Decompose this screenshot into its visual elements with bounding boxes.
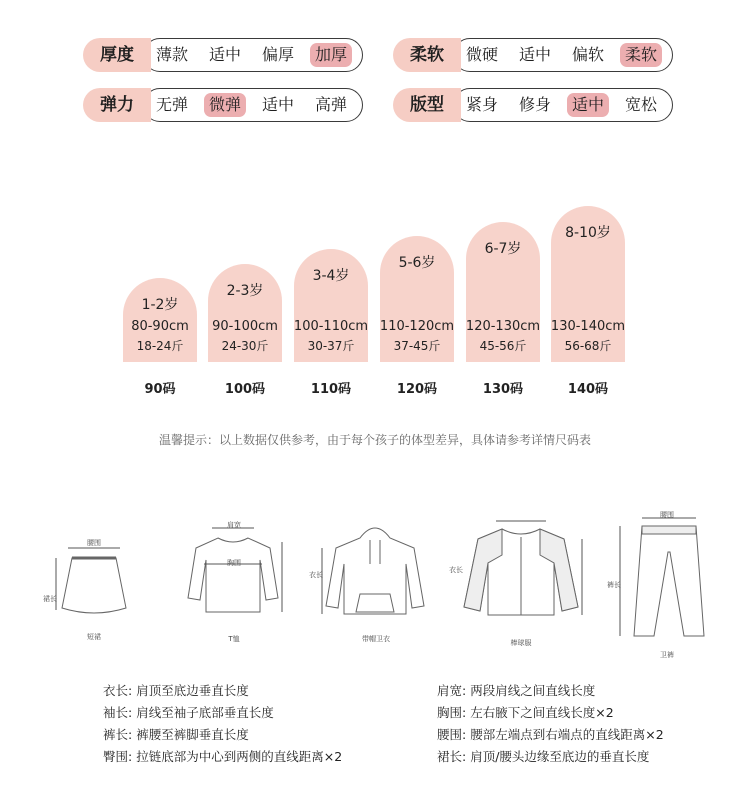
size-height: 110-120cm [379, 319, 455, 334]
definition-term: 裙长: [437, 749, 467, 764]
size-code: 130码 [482, 382, 524, 397]
definition-row [437, 747, 649, 765]
tshirt-diagram [178, 520, 288, 620]
attr-option: 薄款 [156, 45, 189, 64]
attr-label: 弹力 [83, 88, 151, 122]
attr-option: 微弹 [204, 93, 246, 117]
size-height: 90-100cm [212, 319, 278, 334]
size-height: 130-140cm [550, 319, 626, 334]
size-weight: 45-56斤 [479, 339, 527, 353]
size-age: 5-6岁 [398, 255, 436, 271]
size-code: 100码 [224, 382, 266, 397]
attr-option: 紧身 [466, 95, 499, 114]
size-age: 6-7岁 [484, 241, 522, 257]
attr-option: 适中 [519, 45, 552, 64]
size-weight: 30-37斤 [307, 339, 355, 353]
tshirt-mid-label: 胸围 [227, 559, 241, 567]
definition-row [103, 681, 249, 699]
size-bar [466, 222, 540, 362]
size-bar [294, 249, 368, 362]
size-weight: 37-45斤 [393, 339, 441, 353]
tshirt-top-label: 肩宽 [227, 521, 241, 529]
attr-option: 适中 [567, 93, 609, 117]
size-bar [208, 264, 282, 362]
definition-desc: 肩顶至底边垂直长度 [136, 683, 249, 698]
sweatpants-diagram [612, 512, 722, 647]
size-bar [123, 278, 197, 362]
attr-option: 偏厚 [262, 45, 295, 64]
definition-row [437, 725, 664, 743]
size-age: 2-3岁 [226, 283, 264, 299]
skirt-side-label: 裙长 [43, 595, 57, 603]
definition-row [437, 703, 614, 721]
size-code: 110码 [310, 382, 352, 397]
definition-row [437, 681, 595, 699]
attr-label: 版型 [393, 88, 461, 122]
definition-desc: 拉链底部为中心到两侧的直线距离×2 [136, 749, 343, 764]
definition-desc: 腰部左端点到右端点的直线距离×2 [470, 727, 664, 742]
definition-desc: 裤腰至裤脚垂直长度 [136, 727, 249, 742]
attr-option: 修身 [519, 95, 552, 114]
attr-row [83, 88, 365, 122]
sweatpants-side-label: 裤长 [607, 581, 621, 589]
definition-term: 裤长: [103, 727, 133, 742]
size-weight: 24-30斤 [221, 339, 269, 353]
attr-option: 高弹 [315, 95, 348, 114]
size-height: 80-90cm [131, 319, 189, 334]
attr-label: 柔软 [393, 38, 461, 72]
size-height: 100-110cm [293, 319, 369, 334]
attr-option: 偏软 [572, 45, 605, 64]
attr-option: 适中 [209, 45, 242, 64]
size-weight: 18-24斤 [136, 339, 184, 353]
size-age: 8-10岁 [565, 225, 611, 241]
attr-option: 柔软 [620, 43, 662, 67]
definition-desc: 肩顶/腰头边缘至底边的垂直长度 [470, 749, 650, 764]
size-code: 120码 [396, 382, 438, 397]
definition-term: 袖长: [103, 705, 133, 720]
size-weight: 56-68斤 [564, 339, 612, 353]
sweatpants-label: 卫裤 [660, 651, 674, 659]
definition-term: 腰围: [437, 727, 467, 742]
attr-option: 宽松 [625, 95, 658, 114]
size-code: 140码 [567, 382, 609, 397]
attr-option: 无弹 [156, 95, 189, 114]
skirt-diagram [48, 538, 140, 628]
definition-row [103, 747, 342, 765]
size-bar [380, 236, 454, 362]
skirt-label: 短裙 [87, 633, 101, 641]
definition-desc: 肩线至袖子底部垂直长度 [136, 705, 274, 720]
size-age: 3-4岁 [312, 268, 350, 284]
baseball-jacket-side-label: 衣长 [449, 566, 463, 574]
size-code: 90码 [144, 382, 176, 397]
size-bar [551, 206, 625, 362]
definition-desc: 左右腋下之间直线长度×2 [470, 705, 614, 720]
attr-option: 适中 [262, 95, 295, 114]
tshirt-label: T恤 [228, 635, 240, 643]
attr-row [83, 38, 365, 72]
size-age: 1-2岁 [141, 297, 179, 313]
definition-row [103, 725, 249, 743]
skirt-top-label: 腰围 [87, 539, 101, 547]
hoodie-diagram [318, 518, 433, 623]
size-height: 120-130cm [465, 319, 541, 334]
size-note: 温馨提示：以上数据仅供参考，由于每个孩子的体型差异，具体请参考详情尺码表 [158, 433, 591, 447]
baseball-jacket-label: 棒球服 [510, 639, 532, 647]
definition-term: 肩宽: [437, 683, 467, 698]
attr-row [393, 88, 675, 122]
baseball-jacket-diagram [456, 515, 586, 625]
attr-row [393, 38, 675, 72]
attr-option: 加厚 [310, 43, 352, 67]
attr-option: 微硬 [466, 45, 499, 64]
definition-term: 臀围: [103, 749, 133, 764]
hoodie-label: 带帽卫衣 [362, 635, 390, 643]
definition-desc: 两段肩线之间直线长度 [470, 683, 596, 698]
attr-label: 厚度 [83, 38, 151, 72]
hoodie-side-label: 衣长 [309, 571, 323, 579]
definition-term: 胸围: [437, 705, 467, 720]
definition-term: 衣长: [103, 683, 133, 698]
definition-row [103, 703, 274, 721]
sweatpants-top-label: 腰围 [660, 511, 674, 519]
